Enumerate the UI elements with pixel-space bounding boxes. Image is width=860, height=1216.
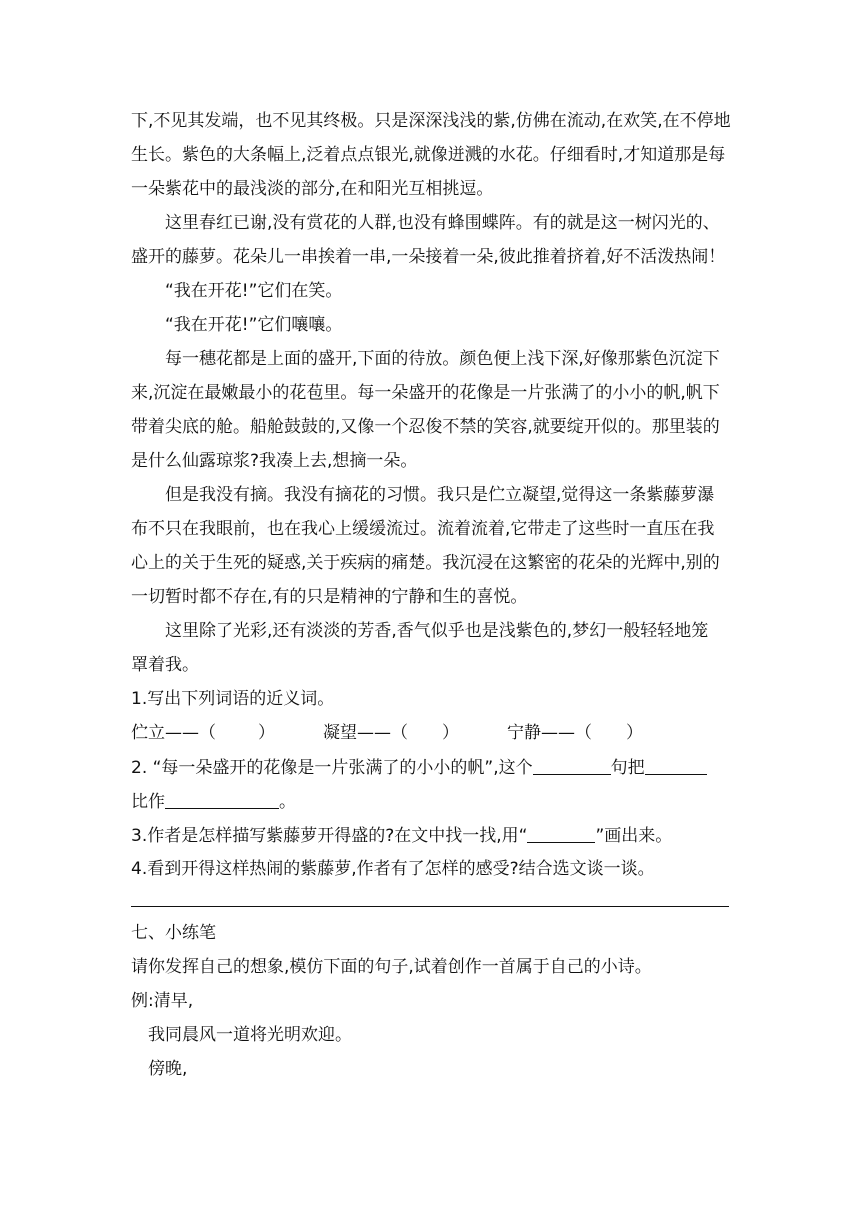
passage-line: 是什么仙露琼浆?我凑上去,想摘一朵。 bbox=[131, 451, 418, 471]
paren-close: ） bbox=[626, 723, 643, 743]
passage-line: 一切暂时都不存在,有的只是精神的宁静和生的喜悦。 bbox=[131, 587, 528, 607]
passage-line: 下,不见其发端，也不见其终极。只是深深浅浅的紫,仿佛在流动,在欢笑,在不停地 bbox=[131, 111, 731, 131]
synonym-item-label: 宁静——（ bbox=[507, 723, 592, 743]
synonym-item-label: 伫立——（ bbox=[131, 723, 216, 743]
answer-blank[interactable] bbox=[527, 820, 595, 843]
reading-passage bbox=[131, 104, 731, 886]
question-1-items bbox=[131, 716, 731, 750]
passage-line: 带着尖底的舱。船舱鼓鼓的,又像一个忍俊不禁的笑容,就要绽开似的。那里装的 bbox=[131, 417, 720, 437]
question-3 bbox=[131, 818, 731, 852]
synonym-item-label: 凝望——（ bbox=[323, 723, 408, 743]
passage-line: 但是我没有摘。我没有摘花的习惯。我只是伫立凝望,觉得这一条紫藤萝瀑 bbox=[165, 485, 715, 505]
question-2-text: 。 bbox=[279, 792, 296, 812]
passage-line: 每一穗花都是上面的盛开,下面的待放。颜色便上浅下深,好像那紫色沉淀下 bbox=[165, 349, 720, 369]
passage-line: 心上的关于生死的疑惑,关于疾病的痛楚。我沉浸在这繁密的花朵的光辉中,别的 bbox=[131, 553, 720, 573]
question-2-text: 2. “每一朵盛开的花像是一片张满了的小小的帆”,这个 bbox=[131, 758, 533, 778]
paren-close: ） bbox=[442, 723, 459, 743]
passage-line: 布不只在我眼前，也在我心上缓缓流过。流着流着,它带走了这些时一直压在我 bbox=[131, 519, 715, 539]
example-label: 例:清早, bbox=[131, 991, 194, 1011]
example-line: 傍晚, bbox=[148, 1059, 188, 1079]
passage-line: 这里春红已谢,没有赏花的人群,也没有蜂围蝶阵。有的就是这一树闪光的、 bbox=[165, 213, 720, 233]
passage-line: 这里除了光彩,还有淡淡的芳香,香气似乎也是浅紫色的,梦幻一般轻轻地笼 bbox=[165, 621, 709, 641]
question-3-text: 3.作者是怎样描写紫藤萝开得盛的?在文中找一找,用“ bbox=[131, 826, 528, 846]
question-4: 4.看到开得这样热闹的紫藤萝,作者有了怎样的感受?结合选文谈一谈。 bbox=[131, 859, 655, 879]
example-line: 我同晨风一道将光明欢迎。 bbox=[148, 1025, 352, 1045]
passage-line: 来,沉淀在最嫩最小的花苞里。每一朵盛开的花像是一片张满了的小小的帆,帆下 bbox=[131, 383, 720, 403]
passage-line: “我在开花!”它们在笑。 bbox=[165, 281, 343, 301]
passage-line: 生长。紫色的大条幅上,泛着点点银光,就像迸溅的水花。仔细看时,才知道那是每 bbox=[131, 145, 726, 165]
paren-close: ） bbox=[258, 723, 275, 743]
answer-line[interactable] bbox=[131, 906, 729, 907]
passage-line: 一朵紫花中的最浅淡的部分,在和阳光互相挑逗。 bbox=[131, 179, 494, 199]
passage-line: 盛开的藤萝。花朵儿一串挨着一串,一朵接着一朵,彼此推着挤着,好不活泼热闹！ bbox=[131, 247, 726, 267]
question-2-cont bbox=[131, 784, 731, 818]
question-2 bbox=[131, 750, 731, 784]
question-3-text: ”画出来。 bbox=[595, 826, 673, 846]
section-title: 七、小练笔 bbox=[131, 923, 216, 943]
passage-line: 罩着我。 bbox=[131, 655, 199, 675]
section-instruction: 请你发挥自己的想象,模仿下面的句子,试着创作一首属于自己的小诗。 bbox=[131, 957, 652, 977]
writing-practice-section bbox=[131, 916, 731, 1086]
question-2-text: 句把 bbox=[610, 758, 645, 778]
question-1: 1.写出下列词语的近义词。 bbox=[131, 689, 335, 709]
passage-line: “我在开花!”它们嚷嚷。 bbox=[165, 315, 343, 335]
answer-blank[interactable] bbox=[645, 752, 707, 775]
answer-blank[interactable] bbox=[165, 786, 279, 809]
answer-blank[interactable] bbox=[533, 752, 611, 775]
question-2-text: 比作 bbox=[131, 792, 165, 812]
